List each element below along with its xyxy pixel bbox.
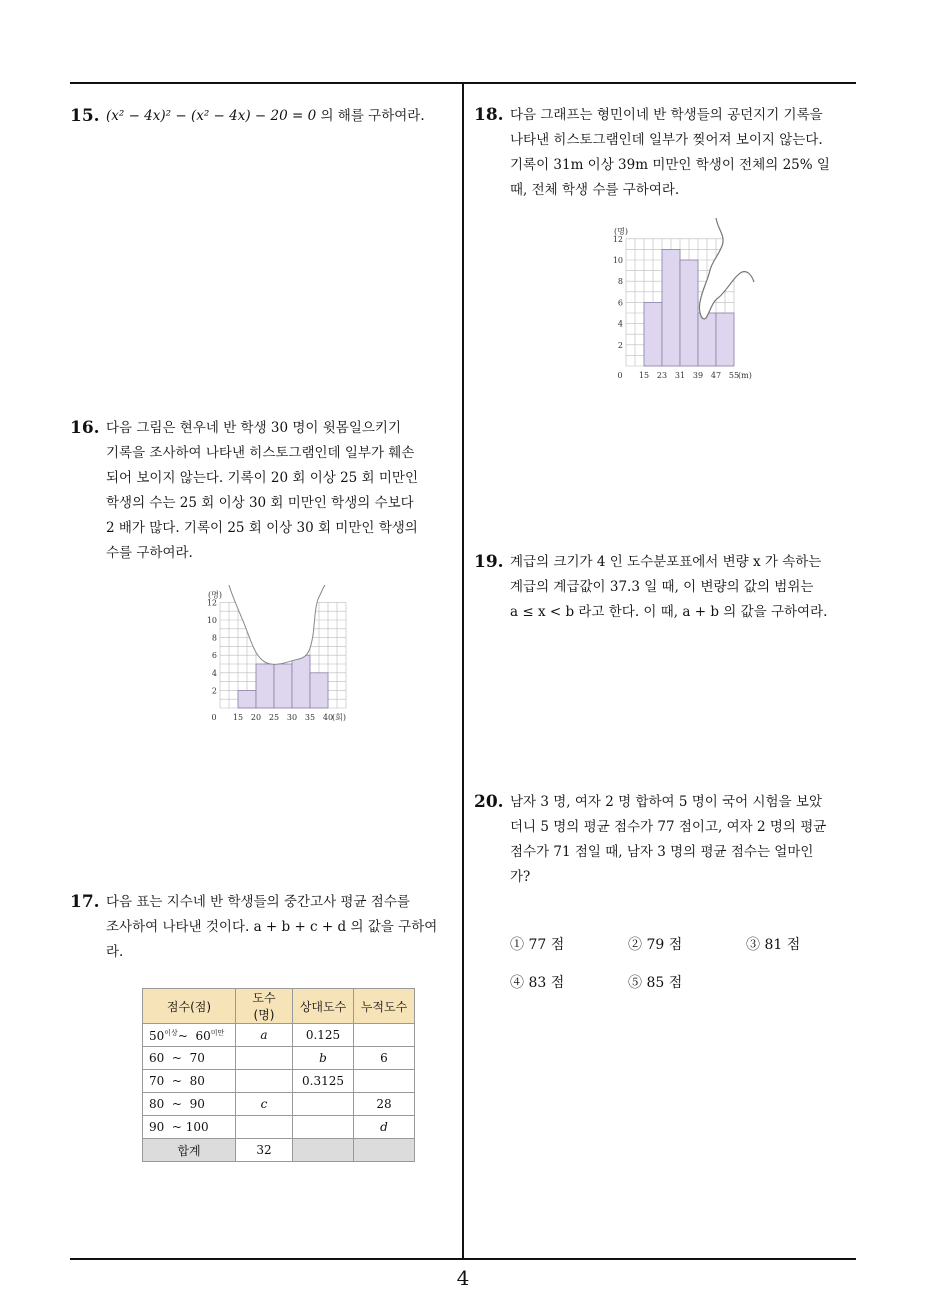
table-row [143,1024,415,1047]
x-tick-label: 15 [232,713,244,722]
question-line: 계급의 계급값이 37.3 일 때, 이 변량의 값의 범위는 [510,579,814,595]
table-row [143,1093,415,1116]
question-text: 의 해를 구하여라. [316,108,425,124]
table-header-row [143,989,415,1024]
question-number: 18. [474,105,504,125]
histogram-bar [716,313,734,366]
x-axis-label: (m) [738,371,752,380]
column-header: 누적도수 [354,989,415,1024]
y-tick-label: 10 [612,256,623,265]
rel-cell [293,1116,354,1139]
cum-cell: 6 [354,1047,415,1070]
question-line: a ≤ x < b 라고 한다. 이 때, a + b 의 값을 구하여라. [510,604,828,620]
question-number: 17. [70,892,100,912]
choice-3[interactable]: ③ 81 점 [746,937,801,953]
question-number: 20. [474,792,504,812]
range-start-sup: 이상 [164,1028,178,1037]
x-tick-label: 35 [304,713,316,722]
question-line: 나타낸 히스토그램인데 일부가 찢어져 보이지 않는다. [510,132,823,148]
x-tick-label: 15 [638,371,650,380]
table-row [143,1070,415,1093]
frequency-table [142,988,415,1162]
total-cum [354,1139,415,1162]
y-axis-label: (명) [208,590,222,600]
histogram-bar [310,673,328,708]
y-tick-label: 12 [206,598,217,608]
x-tick-label: 25 [268,713,280,722]
histogram-bar [292,655,310,708]
x-tick-label: 0 [617,371,623,380]
x-tick-label: 20 [250,713,262,722]
choice-5[interactable]: ⑤ 85 점 [628,975,683,991]
y-tick-label: 6 [617,298,623,308]
total-label: 합계 [143,1139,236,1162]
question-line: 점수가 71 점일 때, 남자 3 명의 평균 점수는 얼마인 [510,844,814,860]
question-line: 때, 전체 학생 수를 구하여라. [510,182,680,198]
histogram-q16 [195,585,370,725]
y-tick-label: 10 [206,616,217,625]
x-tick-label: 23 [656,371,668,380]
rel-cell: 0.3125 [293,1070,354,1093]
question-line: 남자 3 명, 여자 2 명 합하여 5 명이 국어 시험을 보았 [510,794,822,810]
y-tick-label: 6 [211,651,217,661]
question-line: 라. [106,944,124,960]
range-cell: 90 ~ 100 [143,1116,236,1139]
equation: (x² − 4x)² − (x² − 4x) − 20 = 0 [106,108,317,124]
bottom-rule [70,1258,856,1260]
y-tick-label: 2 [617,340,623,350]
question-line: 계급의 크기가 4 인 도수분포표에서 변량 x 가 속하는 [510,554,822,570]
question-line: 기록이 31m 이상 39m 미만인 학생이 전체의 25% 일 [510,157,830,173]
table-row [143,1047,415,1070]
x-tick-label: 47 [710,371,722,380]
histogram-bar [662,249,680,366]
cum-cell: d [354,1116,415,1139]
cum-cell: 28 [354,1093,415,1116]
question-line: 가? [510,869,531,885]
range-tilde: ~ [177,1028,188,1043]
question-line: 조사하여 나타낸 것이다. a + b + c + d 의 값을 구하여 [106,919,438,935]
x-tick-label: 39 [692,371,704,380]
table-total-row [143,1139,415,1162]
y-tick-label: 2 [211,686,217,696]
histogram-bar [274,664,292,708]
histogram-bar [644,302,662,366]
question-16 [70,416,460,566]
x-tick-label: 55 [728,371,740,380]
x-tick-label: 40 [322,713,334,722]
y-tick-label: 4 [211,668,217,678]
histogram-bar [698,313,716,366]
question-number: 19. [474,552,504,572]
freq-cell [236,1070,293,1093]
range-cell [143,1024,236,1047]
question-number: 16. [70,418,100,438]
x-tick-label: 0 [211,713,217,722]
question-line: 다음 표는 지수네 반 학생들의 중간고사 평균 점수를 [106,894,410,910]
cum-cell [354,1024,415,1047]
freq-cell [236,1047,293,1070]
freq-cell: c [236,1093,293,1116]
question-line: 더니 5 명의 평균 점수가 77 점이고, 여자 2 명의 평균 [510,819,827,835]
choice-1[interactable]: ① 77 점 [510,937,565,953]
choice-2[interactable]: ② 79 점 [628,937,683,953]
range-end-sup: 미만 [210,1028,225,1037]
y-tick-label: 4 [617,319,623,329]
x-axis-label: (회) [332,713,346,722]
y-tick-label: 8 [211,633,217,643]
question-line: 다음 그래프는 형민이네 반 학생들의 공던지기 기록을 [510,107,823,123]
y-tick-label: 12 [612,234,623,244]
x-tick-label: 31 [674,371,686,380]
freq-cell: a [236,1024,293,1047]
choice-4[interactable]: ④ 83 점 [510,975,565,991]
rel-cell [293,1093,354,1116]
range-end: 60 [195,1028,211,1043]
range-cell: 80 ~ 90 [143,1093,236,1116]
y-axis-label: (명) [614,226,628,236]
total-rel [293,1139,354,1162]
x-tick-label: 30 [286,713,298,722]
column-header: 점수(점) [143,989,236,1024]
question-line: 되어 보이지 않는다. 기록이 20 회 이상 25 회 미만인 [106,470,419,486]
question-line: 기록을 조사하여 나타낸 히스토그램인데 일부가 훼손 [106,445,415,461]
freq-cell [236,1116,293,1139]
torn-area [229,585,325,664]
cum-cell [354,1070,415,1093]
range-start: 50 [149,1028,165,1043]
question-number: 15. [70,106,100,126]
rel-cell: b [293,1047,354,1070]
question-line: 2 배가 많다. 기록이 25 회 이상 30 회 미만인 학생의 [106,520,418,536]
page-number: 4 [456,1266,470,1290]
range-cell: 70 ~ 80 [143,1070,236,1093]
column-header: 도수(명) [236,989,293,1024]
range-cell: 60 ~ 70 [143,1047,236,1070]
column-divider [462,82,464,1258]
histogram-bar [680,260,698,366]
rel-cell: 0.125 [293,1024,354,1047]
histogram-q18 [608,218,768,384]
total-freq: 32 [236,1139,293,1162]
question-line: 학생의 수는 25 회 이상 30 회 미만인 학생의 수보다 [106,495,414,511]
histogram-bar [238,690,256,708]
table-row [143,1116,415,1139]
question-line: 수를 구하여라. [106,545,193,561]
question-line: 다음 그림은 현우네 반 학생 30 명이 윗몸일으키기 [106,420,401,436]
y-tick-label: 8 [617,277,623,287]
histogram-bar [256,664,274,708]
column-header: 상대도수 [293,989,354,1024]
